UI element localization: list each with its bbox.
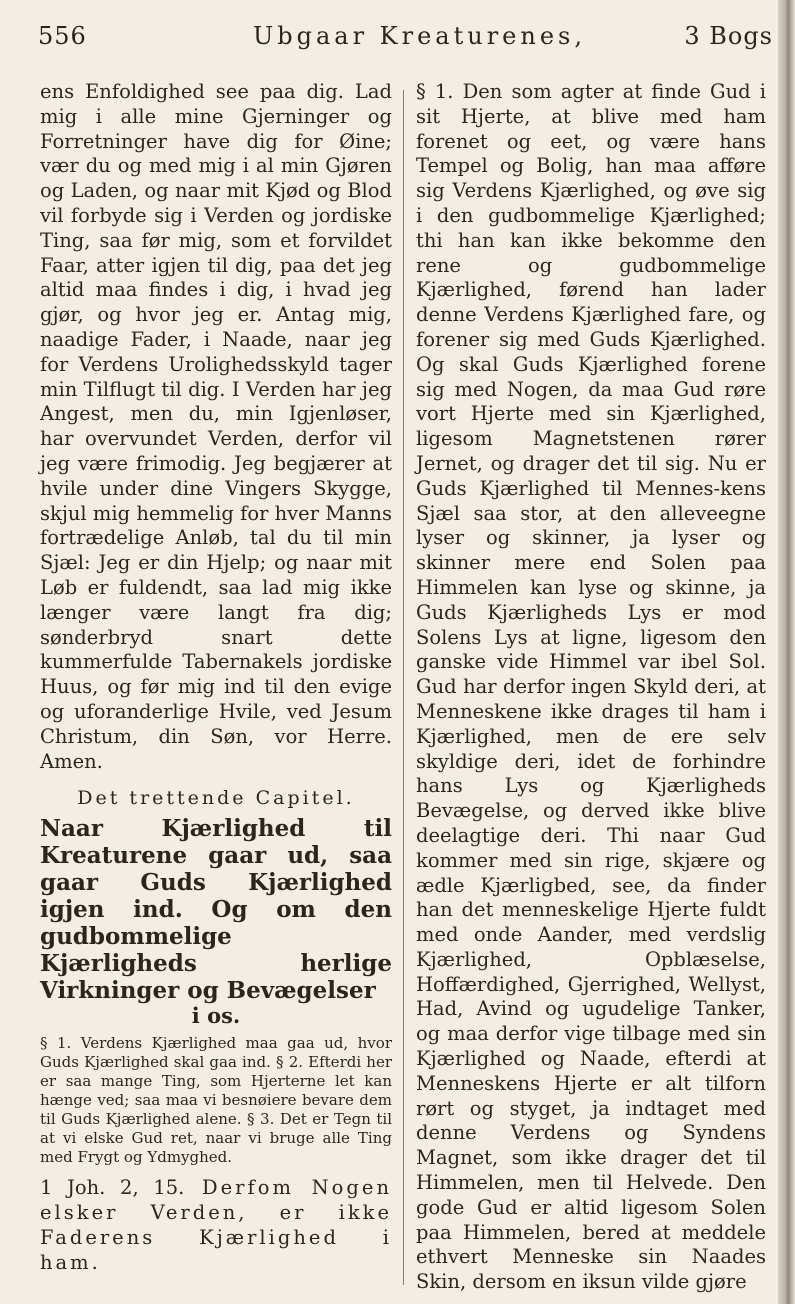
chapter-summary: § 1. Verdens Kjærlighed maa gaa ud, hvor Guds Kjærlighed skal gaa ind. § 2. Efterdi her er saa mange Ting, som Hjerterne let kan hænge ved; saa maa vi besnøiere bevare dem til Guds Kjærlighed alene. § 3. Det er Tegn til at vi elske Gud ret, naar vi bruge alle Ting med Frygt og Ydmyghed. [40, 1034, 392, 1167]
chapter-title: Det trettende Capitel. [77, 787, 355, 810]
page-header [38, 22, 773, 56]
chapter-heading-end: i os. [191, 1003, 241, 1029]
bible-quote [40, 1175, 392, 1275]
bible-text: Derfom Nogen elsker Verden, er ikke Faderens Kjærlighed i ham. [40, 1176, 392, 1275]
running-title: Ubgaar Kreaturenes, [253, 22, 586, 50]
section-paragraph: § 1. Den som agter at finde Gud i sit Hjerte, at blive med ham forenet og eet, og være hans Tempel og Bolig, han maa afføre sig Verdens Kjærlighed, og øve sig i den gudbommelige Kjærlighed; thi han kan ikke bekomme den rene og gudbommelige Kjærlighed, førend han lader denne Verdens Kjærlighed fare, og forener sig med Guds Kjærlighed. Og skal Guds Kjærlighed forene sig med Nogen, da maa Gud røre vort Hjerte med sin Kjærlighed, ligesom Magnetstenen rører Jernet, og drager det til sig. Nu er Guds Kjærlighed til Mennes-kens Sjæl saa stor, at den alleveegne lyser og skinner, ja lyser og skinner mere end Solen paa Himmelen kan lyse og skinne, ja Guds Kjærligheds Lys er mod Solens Lys at ligne, ligesom den ganske vide Himmel var ibel Sol. Gud har derfor ingen Skyld deri, at Menneskene ikke drages til ham i Kjærlighed, men de ere selv skyldige deri, idet de forhindre hans Lys og Kjærligheds Bevægelse, og derved ikke blive deelagtige deri. Thi naar Gud kommer med sin rige, skjære og ædle Kjærligbed, see, da finder han det menneskelige Hjerte fuldt med onde Aander, med verdslig Kjærlighed, Opblæselse, Hoffærdighed, Gjerrighed, Wellyst, Had, Avind og ugudelige Tanker, og maa derfor vige tilbage med sin Kjærlighed og Naade, efterdi at Menneskens Hjerte er alt tilforn rørt og styget, ja indtaget med denne Verdens og Syndens Magnet, som ikke drager det til Himmelen, men til Helvede. Den gode Gud er altid ligesom Solen paa Himmelen, bered at meddele ethvert Menneske sin Naades Skin, dersom en iksun vilde gjøre [416, 80, 766, 1294]
bible-reference: 1 Joh. 2, 15. [40, 1176, 185, 1200]
column-divider [403, 90, 404, 1285]
chapter-heading: Naar Kjærlighed til Kreaturene gaar ud, saa gaar Guds Kjærlighed igjen ind. Og om den gudbommelige Kjærligheds herlige Virkninger og Bevægelser [40, 815, 392, 1005]
page-number: 556 [38, 22, 87, 50]
prayer-paragraph: ens Enfoldighed see paa dig. Lad mig i alle mine Gjerninger og Forretninger have dig for Øine; vær du og med mig i al min Gjøren og Laden, og naar mit Kjød og Blod vil forbyde sig i Verden og jordiske Ting, saa før mig, som et forvildet Faar, atter igjen til dig, paa det jeg altid maa findes i dig, i hvad jeg gjør, og hvor jeg er. Antag mig, naadige Fader, i Naade, naar jeg for Verdens Urolighedsskyld tager min Tilflugt til dig. I Verden har jeg Angest, men du, min Igjenløser, har overvundet Verden, derfor vil jeg være frimodig. Jeg begjærer at hvile under dine Vingers Skygge, skjul mig hemmelig for hver Manns fortrædelige Anløb, tal du til min Sjæl: Jeg er din Hjelp; og naar mit Løb er fuldendt, saa lad mig ikke længer være langt fra dig; sønderbryd snart dette kummerfulde Tabernakels jordiske Huus, og før mig ind til den evige og uforanderlige Hvile, ved Jesum Christum, din Søn, vor Herre. Amen. [40, 80, 392, 773]
left-column [40, 80, 392, 1275]
right-column [416, 80, 766, 1295]
signature-mark: 3 Bogs [684, 22, 773, 50]
book-spine-edge [778, 0, 795, 1304]
